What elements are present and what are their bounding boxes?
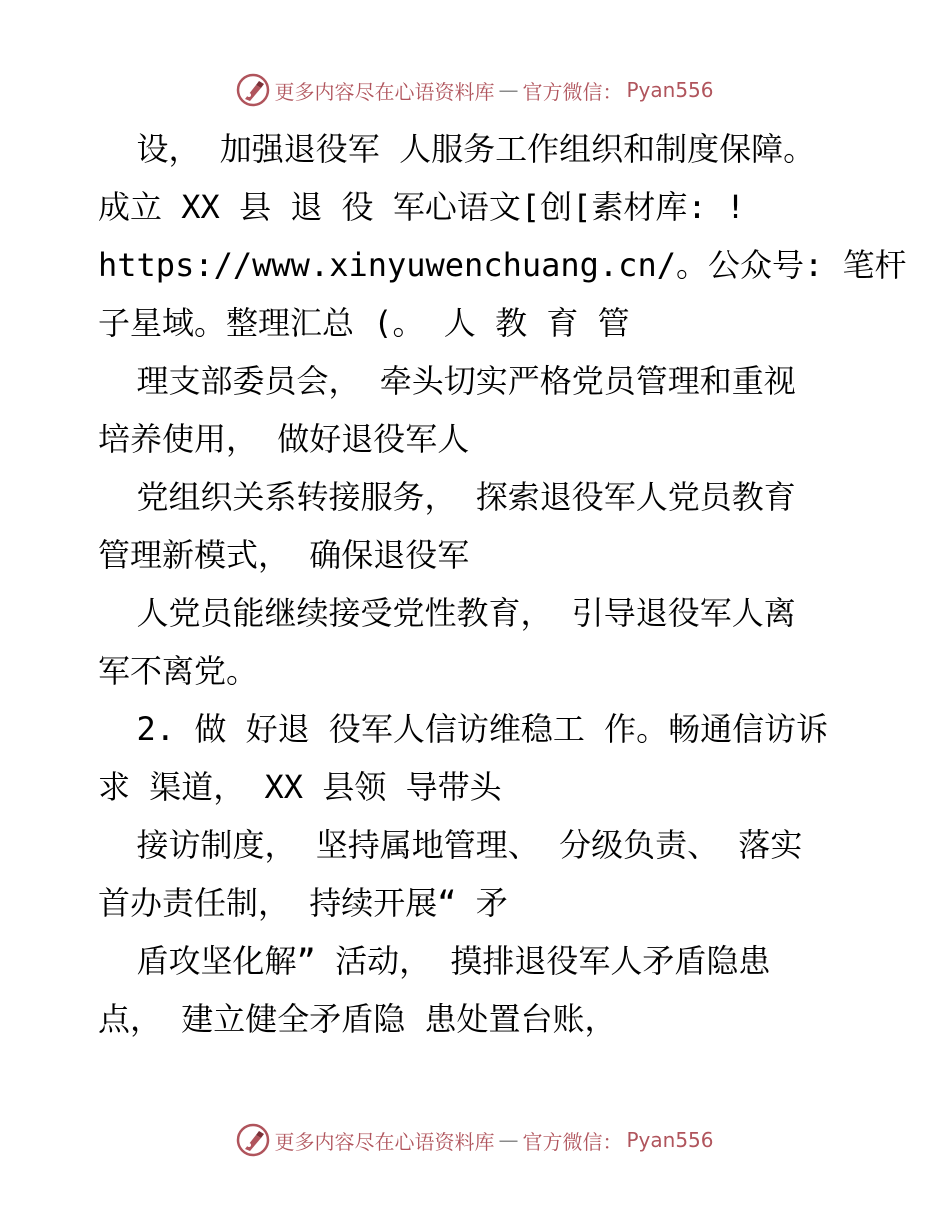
- body-line: 首办责任制， 持续开展“ 矛: [98, 884, 508, 922]
- footer-banner: [0, 1120, 950, 1160]
- pen-nib-logo-icon: [236, 1123, 270, 1157]
- body-line: 党组织关系转接服务， 探索退役军人党员教育: [98, 478, 796, 516]
- body-line: 点， 建立健全矛盾隐 患处置台账，: [98, 1000, 617, 1038]
- banner-separator: —: [498, 1128, 519, 1152]
- body-line: 2. 做 好退 役军人信访维稳工 作。畅通信访诉: [98, 710, 829, 748]
- body-line: 盾攻坚化解” 活动， 摸排退役军人矛盾隐患: [98, 942, 771, 980]
- header-banner: [0, 70, 950, 110]
- pen-nib-logo-icon: [236, 73, 270, 107]
- body-line: 设， 加强退役军 人服务工作组织和制度保障。: [98, 130, 816, 168]
- body-line: https://www.xinyuwenchuang.cn/。公众号: 笔杆: [98, 246, 907, 284]
- body-line: 子星域。整理汇总 (。 人 教 育 管: [98, 304, 630, 342]
- banner-text: 更多内容尽在心语资料库: [274, 79, 495, 104]
- body-line: 成立 XX 县 退 役 军心语文[创[素材库: !: [98, 188, 746, 226]
- banner-text: 更多内容尽在心语资料库: [274, 1129, 495, 1154]
- body-line: 接访制度， 坚持属地管理、 分级负责、 落实: [98, 826, 803, 864]
- body-line: 求 渠道， XX 县领 导带头: [98, 768, 502, 806]
- body-line: 人党员能继续接受党性教育， 引导退役军人离: [98, 594, 796, 632]
- body-line: 培养使用， 做好退役军人: [98, 420, 470, 458]
- banner-account: Pyan556: [626, 1128, 714, 1152]
- body-line: 理支部委员会， 牵头切实严格党员管理和重视: [98, 362, 796, 400]
- body-line: 军不离党。: [98, 652, 259, 690]
- banner-wechat-label: 官方微信：: [522, 79, 623, 104]
- banner-account: Pyan556: [626, 78, 714, 102]
- banner-wechat-label: 官方微信：: [522, 1129, 623, 1154]
- body-line: 管理新模式， 确保退役军: [98, 536, 470, 574]
- banner-separator: —: [498, 78, 519, 102]
